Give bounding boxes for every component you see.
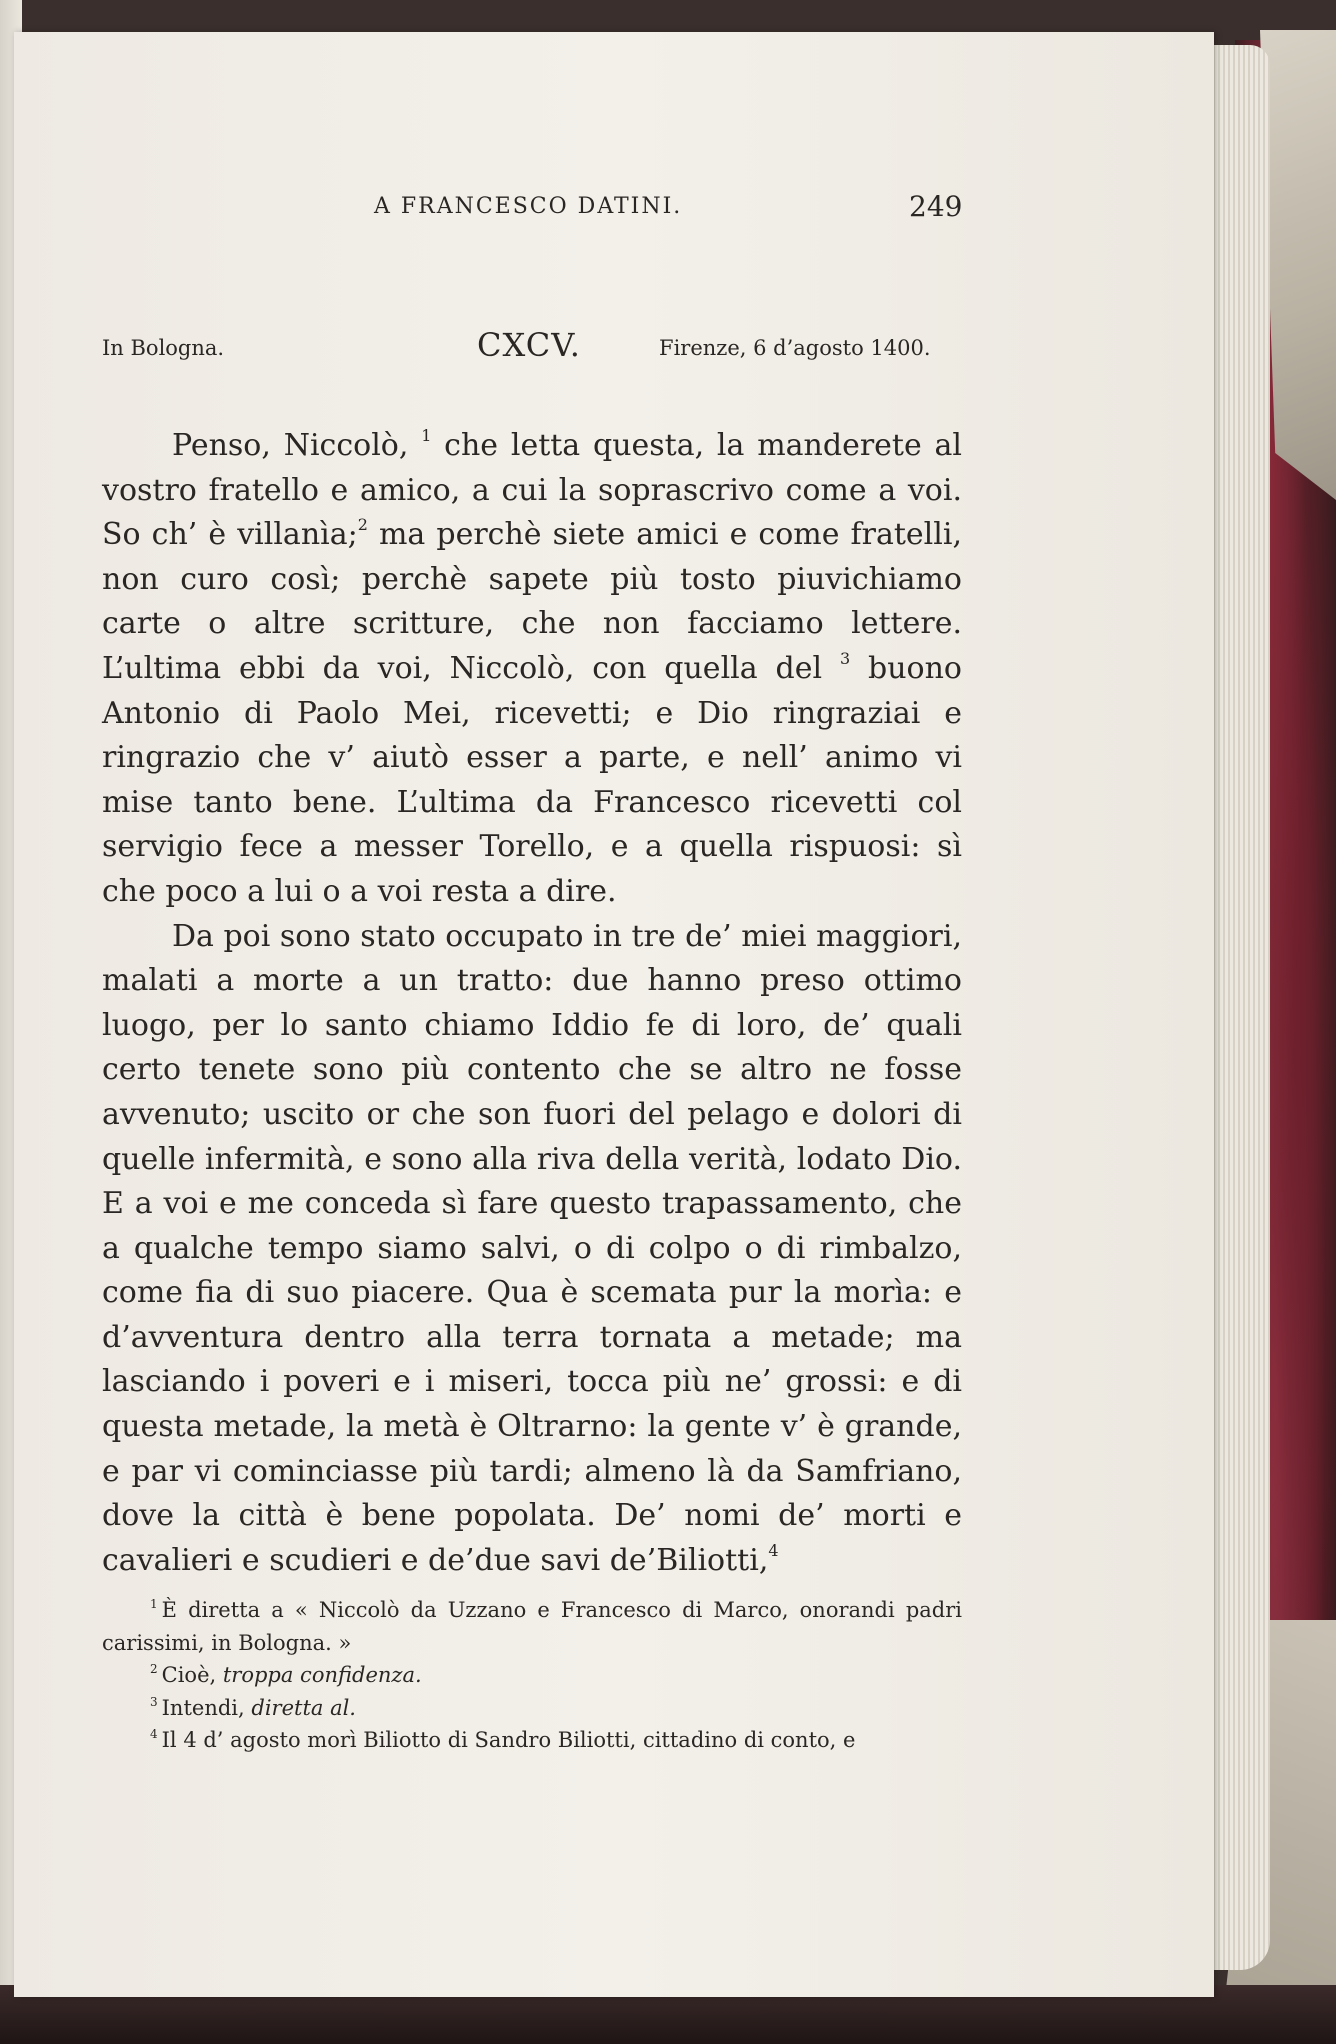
footnote [102,1692,962,1725]
body-text-segment: buono Antonio di Paolo Mei, ricevetti; e Dio ringraziai e ringrazio che v’ aiutò esser a parte, e nell’ animo vi mise tanto bene. L’ultima da Francesco ricevetti col servigio fece a messer Torello, e a quella rispuosi: sì che poco a lui o a voi resta a dire. [102,650,962,909]
footnote-reference: 4 [768,1540,779,1560]
footnote [102,1659,962,1692]
footnote-text: troppa confidenza. [222,1663,422,1687]
footnote-mark: 3 [150,1694,158,1709]
body-text-segment: che letta questa, la manderete al vostro fratello e amico, a cui la soprascrivo come a voi. So ch’ è villanìa; [102,428,962,553]
footnote-reference: 1 [421,426,432,445]
letter-addressee-place: In Bologna. [102,336,225,360]
letter-number: CXCV. [477,326,581,364]
letter-body [102,424,962,1583]
footnote [102,1594,962,1659]
footnote-reference: 3 [839,648,851,668]
running-head: A FRANCESCO DATINI. [374,194,683,219]
body-paragraph [102,424,962,915]
body-paragraph [102,915,962,1584]
letter-place-date: Firenze, 6 d’agosto 1400. [659,336,931,360]
footnote-reference: 2 [357,515,368,535]
footnotes [102,1594,962,1757]
footnote [102,1724,962,1757]
footnote-text: diretta al. [251,1695,356,1720]
footnote-text: Il 4 d’ agosto morì Biliotto di Sandro Biliotti, cittadino di conto, e [161,1728,856,1752]
body-text-segment: ma perchè siete amici e come fratelli, non curo così; perchè sapete più tosto piuvichiamo carte o altre scritture, che non facciamo lettere. L’ultima ebbi da voi, Niccolò, con quella del [102,517,962,686]
footnote-text: È diretta a « Niccolò da Uzzano e Francesco di Marco, onorandi padri carissimi, in Bologna. » [102,1598,962,1655]
body-text-segment: Penso, Niccolò, [172,428,422,463]
body-text-segment: Da poi sono stato occupato in tre de’ miei maggiori, malati a morte a un tratto: due hanno preso ottimo luogo, per lo santo chiamo Iddio fe di loro, de’ quali certo tenete sono più contento che se altro ne fosse avvenuto; uscito or che son fuori del pelago e dolori di quelle infermità, e sono alla riva della verità, lodato Dio. E a voi e me conceda sì fare questo trapassamento, che a qualche tempo siamo salvi, o di colpo o di rimbalzo, come fia di suo piacere. Qua è scemata pur la morìa: e d’avventura dentro alla terra tornata a metade; ma lasciando i poveri e i miseri, tocca più ne’ grossi: e di questa metade, la metà è Oltrarno: la gente v’ è grande, e par vi cominciasse più tardi; almeno là da Samfriano, dove la città è bene popolata. De’ nomi de’ morti e cavalieri e scudieri e de’due savi de’Biliotti, [102,918,962,1578]
page-number: 249 [909,190,963,223]
footnote-mark: 1 [150,1597,158,1611]
book-page [14,32,1214,1997]
footnote-mark: 2 [150,1662,158,1676]
footnote-text: Cioè, [161,1663,223,1687]
footnote-text: Intendi, [161,1695,252,1720]
footnote-mark: 4 [150,1727,158,1741]
